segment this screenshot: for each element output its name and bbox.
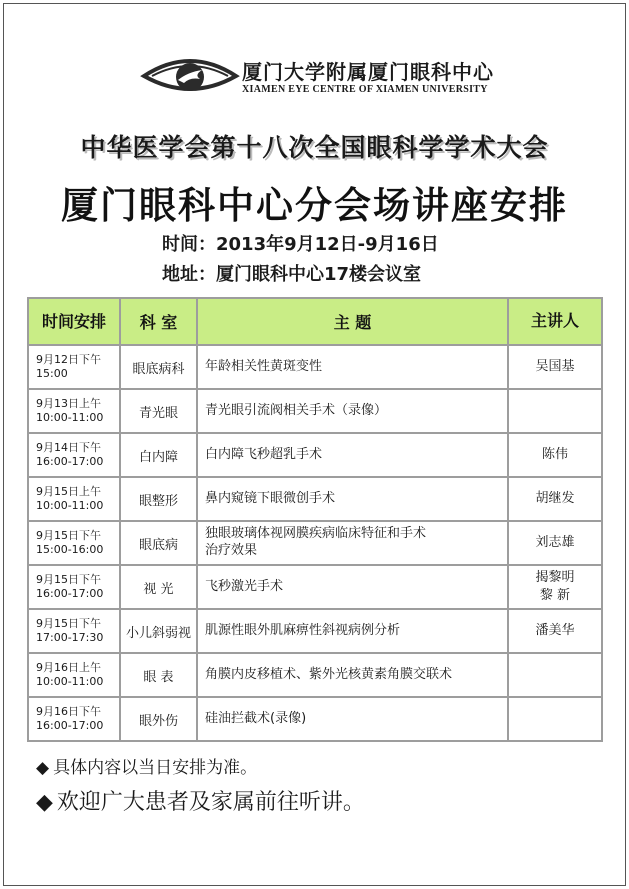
table-row — [28, 389, 602, 433]
dept-cell: 眼整形 — [120, 477, 197, 521]
time-cell-line: 9月15日下午 — [36, 573, 101, 587]
time-cell — [28, 433, 120, 477]
time-cell-line: 10:00-11:00 — [36, 411, 104, 424]
time-cell-line: 9月12日下午 — [36, 353, 101, 367]
speaker-cell-line: 陈伟 — [541, 446, 568, 462]
time-cell — [28, 345, 120, 389]
time-cell-line: 9月15日下午 — [36, 529, 101, 543]
topic-cell — [197, 653, 508, 697]
topic-cell-line: 年龄相关性黄斑变性 — [205, 358, 323, 374]
speaker-cell — [508, 521, 602, 565]
time-cell — [28, 697, 120, 741]
time-cell-line: 15:00-16:00 — [36, 543, 104, 556]
header-dept: 科 室 — [120, 298, 197, 345]
topic-cell-line: 鼻内窥镜下眼微创手术 — [205, 490, 336, 506]
table-header-row — [28, 298, 602, 345]
conference-title: 中华医学会第十八次全国眼科学学术大会 — [80, 133, 549, 162]
speaker-cell — [508, 565, 602, 609]
main-title: 厦门眼科中心分会场讲座安排 — [61, 184, 568, 227]
time-cell-line: 9月16日下午 — [36, 705, 101, 719]
table-row — [28, 609, 602, 653]
speaker-cell — [508, 609, 602, 653]
header — [140, 40, 500, 110]
note-2-text: 欢迎广大患者及家属前往听讲。 — [56, 790, 365, 815]
time-cell-line: 9月16日上午 — [36, 661, 101, 675]
speaker-cell-line: 揭黎明 — [535, 569, 575, 585]
speaker-cell-line: 胡继发 — [535, 490, 575, 506]
note-1-text: 具体内容以当日安排为准。 — [53, 758, 258, 778]
dept-cell: 眼 表 — [120, 653, 197, 697]
time-cell-line: 9月15日上午 — [36, 485, 101, 499]
diamond-icon: ◆ — [36, 758, 50, 778]
speaker-cell — [508, 697, 602, 741]
topic-cell — [197, 345, 508, 389]
topic-cell — [197, 433, 508, 477]
topic-cell-line: 角膜内皮移植术、紫外光核黄素角膜交联术 — [205, 666, 453, 682]
header-speaker: 主讲人 — [508, 298, 602, 345]
time-cell — [28, 565, 120, 609]
dept-cell: 眼底病 — [120, 521, 197, 565]
topic-cell — [197, 521, 508, 565]
speaker-cell-line: 黎 新 — [539, 588, 571, 603]
dept-cell: 青光眼 — [120, 389, 197, 433]
table-row — [28, 697, 602, 741]
time-cell-line: 10:00-11:00 — [36, 499, 104, 512]
time-cell — [28, 521, 120, 565]
table-row — [28, 565, 602, 609]
header-topic: 主 题 — [197, 298, 508, 345]
speaker-cell-line: 潘美华 — [535, 622, 575, 638]
header-time: 时间安排 — [28, 298, 120, 345]
time-cell-line: 16:00-17:00 — [36, 455, 104, 468]
dept-cell: 视 光 — [120, 565, 197, 609]
time-cell-line: 9月15日下午 — [36, 617, 101, 631]
speaker-cell — [508, 345, 602, 389]
table-row — [28, 433, 602, 477]
topic-cell-line: 青光眼引流阀相关手术（录像） — [205, 402, 388, 418]
topic-cell — [197, 697, 508, 741]
org-name-en: XIAMEN EYE CENTRE OF XIAMEN UNIVERSITY — [242, 84, 488, 95]
table-row — [28, 521, 602, 565]
time-cell — [28, 609, 120, 653]
dept-cell: 白内障 — [120, 433, 197, 477]
info-place: 地址：厦门眼科中心17楼会议室 — [162, 264, 422, 285]
speaker-cell — [508, 389, 602, 433]
time-cell — [28, 477, 120, 521]
note-2 — [36, 785, 365, 816]
time-cell-line: 9月13日上午 — [36, 397, 101, 411]
speaker-cell — [508, 653, 602, 697]
topic-cell-line: 飞秒激光手术 — [205, 578, 284, 594]
topic-cell-line: 白内障飞秒超乳手术 — [205, 446, 323, 462]
topic-cell — [197, 609, 508, 653]
topic-cell — [197, 565, 508, 609]
time-cell — [28, 389, 120, 433]
topic-cell-line: 肌源性眼外肌麻痹性斜视病例分析 — [205, 622, 401, 638]
time-cell-line: 10:00-11:00 — [36, 675, 104, 688]
time-cell-line: 16:00-17:00 — [36, 719, 104, 732]
time-cell-line: 9月14日下午 — [36, 441, 101, 455]
speaker-cell-line: 刘志雄 — [535, 534, 575, 550]
diamond-icon: ◆ — [36, 790, 53, 815]
table-row — [28, 477, 602, 521]
time-cell-line: 15:00 — [36, 367, 68, 380]
dept-cell: 眼外伤 — [120, 697, 197, 741]
org-name-cn: 厦门大学附属厦门眼科中心 — [242, 60, 494, 84]
schedule-table — [27, 297, 603, 742]
speaker-cell-line: 吴国基 — [535, 358, 575, 374]
topic-cell-line: 治疗效果 — [205, 543, 258, 558]
table-row — [28, 653, 602, 697]
time-cell-line: 16:00-17:00 — [36, 587, 104, 600]
note-1 — [36, 753, 257, 778]
info-time: 时间：2013年9月12日-9月16日 — [162, 234, 439, 255]
topic-cell — [197, 477, 508, 521]
topic-cell — [197, 389, 508, 433]
table-row — [28, 345, 602, 389]
speaker-cell — [508, 433, 602, 477]
dept-cell: 眼底病科 — [120, 345, 197, 389]
speaker-cell — [508, 477, 602, 521]
topic-cell-line: 独眼玻璃体视网膜疾病临床特征和手术 — [205, 526, 427, 542]
dept-cell: 小儿斜弱视 — [120, 609, 197, 653]
eye-swallow-logo-icon — [140, 50, 240, 100]
time-cell-line: 17:00-17:30 — [36, 631, 104, 644]
time-cell — [28, 653, 120, 697]
topic-cell-line: 硅油拦截术(录像) — [205, 710, 307, 726]
